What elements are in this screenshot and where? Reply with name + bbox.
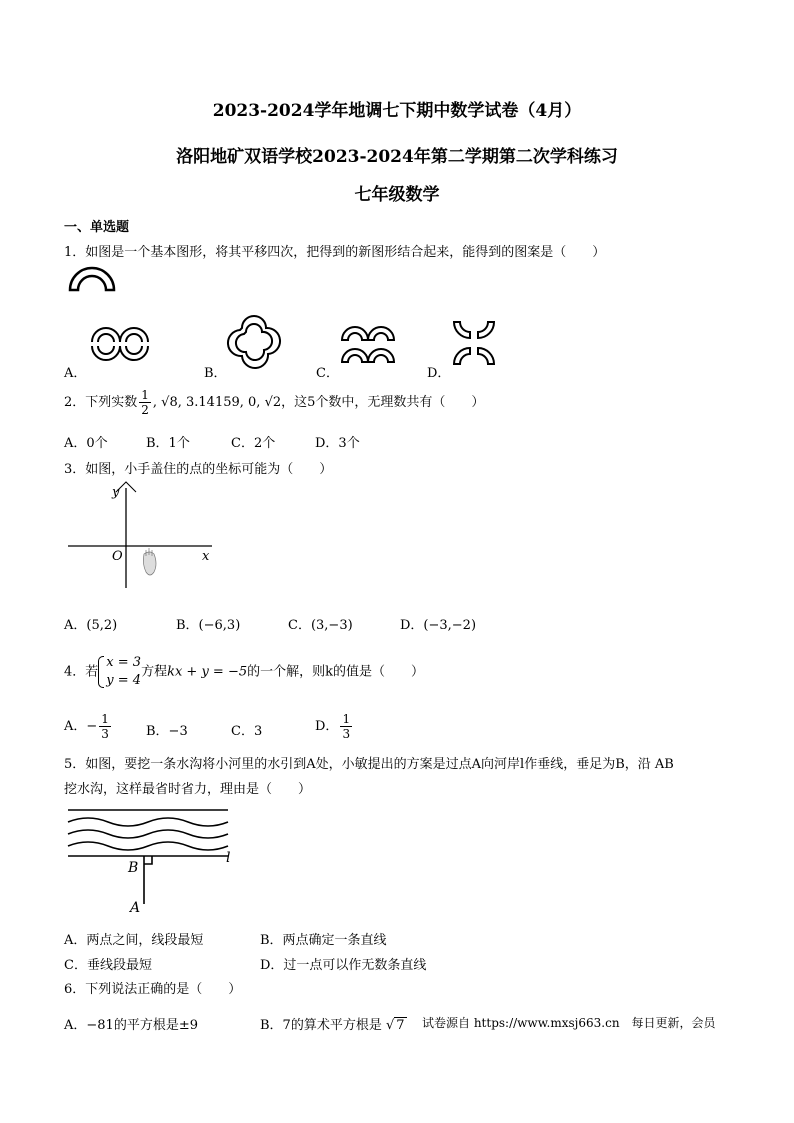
- q1-option-a[interactable]: A．: [64, 366, 87, 381]
- q3-coordinate-figure: [64, 480, 224, 600]
- q4-option-c[interactable]: C．3: [231, 724, 263, 739]
- q6-option-a[interactable]: A．−81的平方根是±9: [64, 1018, 198, 1033]
- question-1-text: 1．如图是一个基本图形，将其平移四次，把得到的新图形结合起来，能得到的图案是（ ）: [64, 245, 606, 260]
- q2-option-d[interactable]: D．3个: [315, 436, 360, 451]
- q2-fraction: $\frac{1}{2}$: [141, 388, 149, 417]
- q1-figure-c: [338, 320, 398, 366]
- q3-origin-label: O: [112, 549, 123, 564]
- q5-label-l: l: [226, 850, 231, 866]
- q1-base-figure: [66, 262, 118, 294]
- q1-figure-b: [226, 314, 282, 370]
- question-5-line2: 挖水沟，这样最省时省力，理由是（ ）: [64, 782, 312, 797]
- grade-title: 七年级数学: [354, 185, 440, 205]
- q1-option-c[interactable]: C．: [316, 366, 339, 381]
- q2-option-c[interactable]: C．2个: [231, 436, 276, 451]
- question-3-text: 3．如图，小手盖住的点的坐标可能为（ ）: [64, 462, 333, 477]
- q6-option-b[interactable]: B．7的算术平方根是 √ 7: [260, 1018, 405, 1033]
- q5-river-figure: [64, 804, 244, 914]
- q2-option-b[interactable]: B．1个: [146, 436, 190, 451]
- school-title: 洛阳地矿双语学校2023-2024年第二学期第二次学科练习: [176, 147, 618, 167]
- q3-option-b[interactable]: B．(−6,3): [176, 618, 241, 633]
- q5-option-c[interactable]: C．垂线段最短: [64, 958, 152, 973]
- q5-option-a[interactable]: A．两点之间，线段最短: [64, 933, 204, 948]
- question-5-line1: 5．如图，要挖一条水沟将小河里的水引到A处，小敏提出的方案是过点A向河岸l作垂线，垂足为B，沿 AB: [64, 757, 674, 772]
- q1-option-d[interactable]: D．: [427, 366, 451, 381]
- q1-option-b[interactable]: B．: [204, 366, 227, 381]
- q5-option-d[interactable]: D．过一点可以作无数条直线: [260, 958, 427, 973]
- q4-option-b[interactable]: B．−3: [146, 724, 188, 739]
- q3-axis-x-label: x: [202, 549, 210, 564]
- question-2-text: 2．下列实数 $\frac{1}{2}$ , √8, 3.14159, 0, √2，这5个数中，无理数共有（ ）: [64, 388, 485, 417]
- q5-label-b: B: [128, 860, 139, 876]
- q4-option-d[interactable]: D． $\frac{1}{3}$: [315, 712, 351, 741]
- hand-icon: [143, 548, 156, 575]
- q3-option-d[interactable]: D．(−3,−2): [400, 618, 477, 633]
- section-heading: 一、单选题: [64, 220, 130, 235]
- watermark-text: 试卷源自 https://www.mxsj663.cn 每日更新，会员: [422, 1016, 716, 1030]
- q3-axis-y-label: y: [112, 485, 120, 500]
- q1-figure-d: [450, 316, 498, 370]
- question-6-text: 6．下列说法正确的是（ ）: [64, 982, 242, 997]
- q1-figure-a: [88, 322, 152, 366]
- q5-label-a: A: [130, 900, 141, 914]
- q2-option-a[interactable]: A．0个: [64, 436, 108, 451]
- exam-title: 2023-2024学年地调七下期中数学试卷（4月）: [212, 101, 582, 121]
- question-4-text: 4．若 x = 3 y = 4 方程kx + y = −5的一个解，则k的值是（ ）: [64, 655, 424, 688]
- q5-option-b[interactable]: B．两点确定一条直线: [260, 933, 387, 948]
- q4-system-brace: x = 3 y = 4: [98, 654, 141, 690]
- q3-option-a[interactable]: A．(5,2): [64, 618, 118, 633]
- q4-equation: kx + y = −5: [167, 664, 248, 680]
- q4-option-a[interactable]: A．− $\frac{1}{3}$: [64, 712, 109, 741]
- q3-option-c[interactable]: C．(3,−3): [288, 618, 353, 633]
